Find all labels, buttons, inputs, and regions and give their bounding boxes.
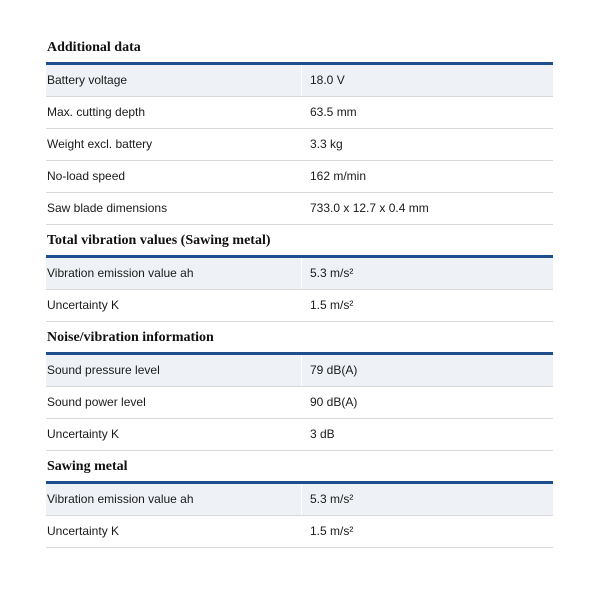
- row-label: Sound pressure level: [46, 355, 302, 386]
- row-value: 18.0 V: [310, 73, 345, 87]
- row-value: 1.5 m/s²: [310, 298, 354, 312]
- row-value: 162 m/min: [310, 169, 367, 183]
- row-value: 79 dB(A): [310, 363, 358, 377]
- row-value: 90 dB(A): [310, 395, 358, 409]
- row-label: Saw blade dimensions: [46, 193, 302, 224]
- table-row: [46, 355, 553, 387]
- row-value: 3 dB: [310, 427, 335, 441]
- section-sawing-metal: [46, 457, 553, 548]
- section-title: Additional data: [46, 38, 553, 65]
- row-value: 3.3 kg: [310, 137, 343, 151]
- spec-sheet: [46, 38, 553, 548]
- table-row: [46, 65, 553, 97]
- row-label: Vibration emission value ah: [46, 258, 302, 289]
- row-label: No-load speed: [46, 161, 302, 192]
- table-row: [46, 290, 553, 322]
- section-title: Total vibration values (Sawing metal): [46, 231, 553, 258]
- table-row: [46, 419, 553, 451]
- row-label: Battery voltage: [46, 65, 302, 96]
- row-value: 5.3 m/s²: [310, 492, 354, 506]
- section-additional-data: [46, 38, 553, 225]
- row-value: 1.5 m/s²: [310, 524, 354, 538]
- table-row: [46, 129, 553, 161]
- table-row: [46, 161, 553, 193]
- row-label: Weight excl. battery: [46, 129, 302, 160]
- row-value: 733.0 x 12.7 x 0.4 mm: [310, 201, 429, 215]
- row-label: Uncertainty K: [46, 290, 302, 321]
- row-value: 63.5 mm: [310, 105, 357, 119]
- row-label: Vibration emission value ah: [46, 484, 302, 515]
- section-total-vibration-values: [46, 231, 553, 322]
- table-row: [46, 193, 553, 225]
- section-noise-vibration-information: [46, 328, 553, 451]
- section-title: Sawing metal: [46, 457, 553, 484]
- table-row: [46, 387, 553, 419]
- row-label: Sound power level: [46, 387, 302, 418]
- table-row: [46, 97, 553, 129]
- row-label: Max. cutting depth: [46, 97, 302, 128]
- row-label: Uncertainty K: [46, 516, 302, 547]
- table-row: [46, 484, 553, 516]
- table-row: [46, 516, 553, 548]
- table-row: [46, 258, 553, 290]
- row-value: 5.3 m/s²: [310, 266, 354, 280]
- row-label: Uncertainty K: [46, 419, 302, 450]
- section-title: Noise/vibration information: [46, 328, 553, 355]
